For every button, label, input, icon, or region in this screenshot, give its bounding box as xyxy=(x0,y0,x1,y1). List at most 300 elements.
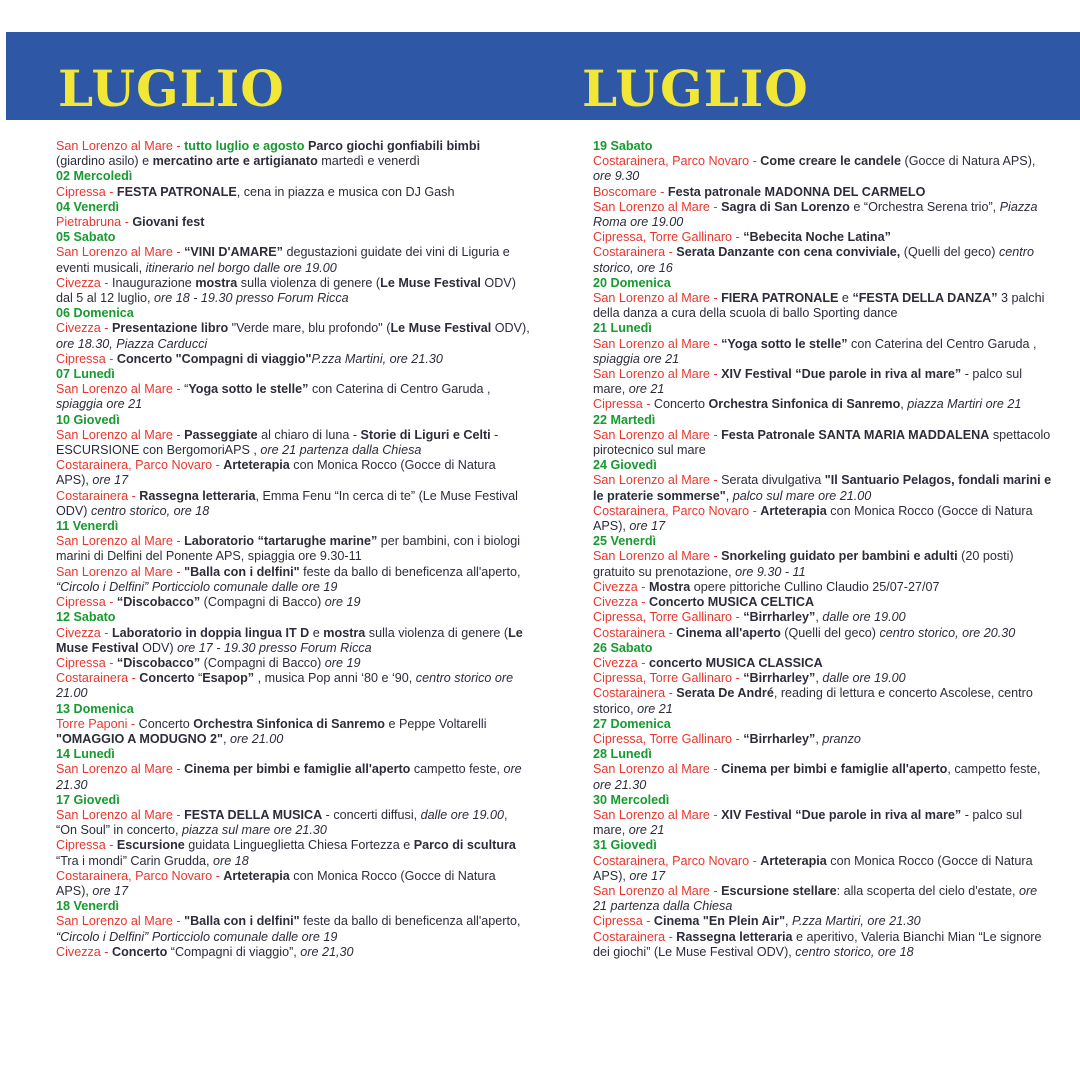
event-highlight: Arteterapia xyxy=(223,458,290,473)
event-location: San Lorenzo al Mare - xyxy=(56,534,185,549)
event-time-venue: piazza Martiri ore 21 xyxy=(907,397,1022,412)
event-text: - palco sul mare, xyxy=(593,807,1023,838)
event-location: San Lorenzo al Mare - xyxy=(593,883,722,898)
event-highlight: Escursione stellare xyxy=(721,883,837,898)
event-highlight: mostra xyxy=(195,275,238,290)
event-location: Cipressa - xyxy=(593,914,654,929)
event-entry xyxy=(56,534,531,564)
event-text: con Monica Rocco (Gocce di Natura APS), xyxy=(56,868,496,898)
event-time-venue: ore 17 xyxy=(92,883,129,898)
event-time-venue: piazza sul mare ore 21.30 xyxy=(182,823,327,838)
event-location: San Lorenzo al Mare - xyxy=(56,914,185,929)
event-highlight: “Discobacco” xyxy=(116,655,201,670)
event-date: 30 Mercoledì xyxy=(593,792,670,807)
event-location: Cipressa - xyxy=(56,351,117,366)
event-date: 26 Sabato xyxy=(593,640,653,655)
event-text: degustazioni guidate dei vini di Liguria e eventi musicali, xyxy=(56,245,510,275)
event-highlight: Concerto xyxy=(111,944,168,959)
event-location: Cipressa, Torre Gallinaro - xyxy=(593,731,744,746)
event-date: 02 Mercoledì xyxy=(56,169,133,184)
event-text: guidata Lingueglietta Chiesa Fortezza e xyxy=(184,838,414,853)
event-highlight: Rassegna letteraria xyxy=(676,929,793,944)
event-highlight: Concerto MUSICA CELTICA xyxy=(648,595,815,610)
date-heading xyxy=(56,367,531,382)
event-highlight: Cinema per bimbi e famiglie all'aperto xyxy=(184,762,411,777)
event-text: , Emma Fenu “In cerca di te” (Le Muse Festival ODV) xyxy=(56,488,518,518)
event-time-venue: ore 18.30, Piazza Carducci xyxy=(56,336,208,351)
event-time-venue: P.zza Martiri, ore 21.30 xyxy=(792,914,921,929)
event-highlight: Arteterapia xyxy=(760,503,827,518)
event-entry xyxy=(593,808,1053,838)
event-entry xyxy=(593,200,1053,230)
event-highlight: Laboratorio “tartarughe marine” xyxy=(184,534,378,549)
month-title-left: LUGLIO xyxy=(58,59,285,118)
date-heading xyxy=(56,413,531,428)
date-heading xyxy=(593,838,1053,853)
event-text: sulla violenza di genere ( xyxy=(237,275,381,290)
date-heading xyxy=(593,717,1053,732)
event-time-venue: centro storico, ore 18 xyxy=(795,944,914,959)
event-text: “ xyxy=(184,382,189,397)
event-location: Civezza - xyxy=(56,625,112,640)
event-location: Costarainera - xyxy=(56,671,140,686)
event-highlight: Le Muse Festival xyxy=(380,275,481,290)
event-entry xyxy=(56,808,531,838)
event-entry xyxy=(593,930,1053,960)
event-entry xyxy=(56,838,531,868)
event-highlight: mercatino arte e artigianato xyxy=(152,154,318,169)
event-highlight: “FESTA DELLA DANZA” xyxy=(852,291,998,306)
event-time-venue: Piazza Roma ore 19.00 xyxy=(593,199,1038,230)
event-location: San Lorenzo al Mare - xyxy=(593,807,722,822)
event-highlight: “Yoga sotto le stelle” xyxy=(721,336,848,351)
event-highlight: “Discobacco” xyxy=(116,595,201,610)
date-heading xyxy=(593,139,1053,154)
events-column-right xyxy=(593,139,1053,960)
event-text: ODV) xyxy=(138,640,178,655)
event-text: con Monica Rocco (Gocce di Natura APS), xyxy=(593,503,1033,534)
event-location: Civezza - xyxy=(56,321,112,336)
event-text: , reading di lettura e concerto Ascolese, centro storico, xyxy=(593,686,1033,716)
event-entry xyxy=(56,656,531,671)
event-location: San Lorenzo al Mare - xyxy=(593,473,722,488)
event-highlight: Arteterapia xyxy=(223,868,290,883)
event-date: 19 Sabato xyxy=(593,139,653,153)
event-text: Serata divulgativa xyxy=(721,473,825,488)
event-text: martedì e venerdì xyxy=(317,154,420,169)
event-location: San Lorenzo al Mare - xyxy=(593,367,722,382)
event-highlight: “VINI D'AMARE” xyxy=(184,245,283,260)
event-location: San Lorenzo al Mare - xyxy=(593,762,722,777)
event-highlight: Festa Patronale SANTA MARIA MADDALENA xyxy=(721,427,990,442)
event-entry xyxy=(56,626,531,656)
event-time-venue: centro storico, ore 20.30 xyxy=(879,625,1016,640)
event-entry xyxy=(56,139,531,169)
date-heading xyxy=(593,413,1053,428)
event-entry xyxy=(593,185,1053,200)
event-time-venue: dalle ore 19.00 xyxy=(822,610,906,625)
event-highlight: Presentazione libro xyxy=(111,321,229,336)
event-time-venue: ore 21 xyxy=(628,823,665,838)
event-time-venue: ore 17 xyxy=(92,473,129,488)
event-text: “Tra i mondi” Carin Grudda, xyxy=(56,853,214,868)
event-date: 27 Domenica xyxy=(593,716,671,731)
event-time-venue: ore 18 xyxy=(213,853,249,868)
date-heading xyxy=(56,306,531,321)
event-time-venue: ore 21.30 xyxy=(56,762,522,792)
event-location: San Lorenzo al Mare - xyxy=(56,762,185,777)
event-entry xyxy=(56,321,531,351)
event-time-venue: ore 21 partenza dalla Chiesa xyxy=(260,443,422,458)
event-location: Cipressa - xyxy=(56,595,117,610)
event-text: - ESCURSIONE con BergomoriAPS , xyxy=(56,427,499,458)
event-location: Costarainera, Parco Novaro - xyxy=(593,853,761,868)
event-text: al chiaro di luna - xyxy=(257,427,361,442)
event-text: sulla violenza di genere ( xyxy=(365,625,509,640)
event-highlight: Arteterapia xyxy=(760,853,827,868)
event-location: Cipressa, Torre Gallinaro - xyxy=(593,610,744,625)
event-text: con Monica Rocco (Gocce di Natura APS), xyxy=(56,458,496,488)
event-entry xyxy=(593,504,1053,534)
event-text: , xyxy=(785,914,793,929)
event-location: San Lorenzo al Mare - xyxy=(593,427,722,442)
event-date: 13 Domenica xyxy=(56,701,134,716)
event-text: , xyxy=(223,731,231,746)
event-date: 12 Sabato xyxy=(56,610,116,625)
event-text: "Verde mare, blu profondo" ( xyxy=(228,321,391,336)
event-highlight: Concerto "Compagni di viaggio" xyxy=(116,351,312,366)
event-location: Civezza - xyxy=(593,595,649,610)
event-entry xyxy=(593,337,1053,367)
event-text: 3 palchi della danza a cura della scuola di ballo Sporting dance xyxy=(593,291,1045,321)
event-highlight: Serata Danzante con cena conviviale, xyxy=(676,245,901,260)
event-highlight: FESTA DELLA MUSICA xyxy=(184,807,323,822)
event-location: Pietrabruna - xyxy=(56,215,133,230)
event-highlight: Cinema "En Plein Air" xyxy=(653,914,786,929)
event-location: Civezza - xyxy=(593,655,649,670)
event-time-venue: centro storico, ore 18 xyxy=(90,503,210,518)
event-time-venue: P.zza Martini, ore 21.30 xyxy=(311,351,443,366)
event-time-venue: palco sul mare ore 21.00 xyxy=(732,488,872,503)
event-text: Concerto xyxy=(138,716,194,731)
event-location: San Lorenzo al Mare - xyxy=(593,291,722,306)
event-text: “Compagni di viaggio”, xyxy=(167,944,301,959)
event-entry xyxy=(56,245,531,275)
event-location: Cipressa - xyxy=(56,655,117,670)
event-entry xyxy=(593,549,1053,579)
event-text: Inaugurazione xyxy=(111,275,196,290)
event-highlight: Orchestra Sinfonica di Sanremo xyxy=(193,716,385,731)
event-highlight: Snorkeling guidato per bambini e adulti xyxy=(721,549,958,564)
event-highlight: Concerto xyxy=(139,671,195,686)
event-highlight: Festa patronale MADONNA DEL CARMELO xyxy=(667,184,926,199)
event-location: San Lorenzo al Mare - xyxy=(593,549,722,564)
date-heading xyxy=(593,641,1053,656)
event-location: San Lorenzo al Mare - xyxy=(593,336,722,351)
event-highlight: Rassegna letteraria xyxy=(139,488,256,503)
event-text: feste da ballo di beneficenza all'aperto, xyxy=(299,564,521,579)
event-highlight: Passeggiate xyxy=(184,427,258,442)
event-date: 05 Sabato xyxy=(56,230,116,245)
event-time-venue: ore 17 xyxy=(629,868,666,883)
date-heading xyxy=(593,747,1053,762)
event-date: 31 Giovedì xyxy=(593,838,657,853)
event-date: 20 Domenica xyxy=(593,275,671,290)
event-time-venue: centro storico, ore 16 xyxy=(593,245,1034,275)
event-date: 06 Domenica xyxy=(56,306,134,321)
event-text: - palco sul mare, xyxy=(593,367,1023,397)
event-entry xyxy=(593,686,1053,716)
event-entry xyxy=(593,595,1053,610)
event-text: e Peppe Voltarelli xyxy=(384,716,487,731)
event-location: Cipressa - xyxy=(593,397,654,412)
event-location: San Lorenzo al Mare - xyxy=(56,245,185,260)
event-text: (Quelli del geco) xyxy=(780,625,880,640)
event-highlight: Laboratorio in doppia lingua IT D xyxy=(111,625,310,640)
date-heading xyxy=(593,276,1053,291)
event-date: 28 Lunedì xyxy=(593,747,652,762)
event-entry xyxy=(56,276,531,306)
event-location: Costarainera, Parco Novaro - xyxy=(56,458,224,473)
event-text: , musica Pop anni ‘80 e ‘90, xyxy=(254,671,416,686)
event-text: , xyxy=(725,488,733,503)
event-entry xyxy=(56,352,531,367)
event-text: per bambini, con i biologi marini di Delfini del Ponente APS, spiaggia ore 9.30-11 xyxy=(56,534,521,564)
event-text: ODV) dal 5 al 12 luglio, xyxy=(56,275,516,306)
event-location: Civezza - xyxy=(593,579,649,594)
event-entry xyxy=(593,671,1053,686)
event-location: Cipressa, Torre Gallinaro - xyxy=(593,230,744,245)
event-location: Costarainera - xyxy=(593,245,677,260)
event-entry xyxy=(593,397,1053,412)
event-date: 07 Lunedì xyxy=(56,367,115,382)
event-time-venue: dalle ore 19.00 xyxy=(420,807,504,822)
event-entry xyxy=(56,671,531,701)
event-location: San Lorenzo al Mare - xyxy=(56,807,185,822)
event-highlight: Parco giochi gonfiabili bimbi xyxy=(307,139,481,153)
event-entry xyxy=(593,291,1053,321)
event-highlight: Orchestra Sinfonica di Sanremo xyxy=(708,397,901,412)
event-text: (Gocce di Natura APS), xyxy=(901,154,1036,169)
date-heading xyxy=(56,230,531,245)
event-text: ODV), xyxy=(491,321,530,336)
event-time-venue: ore 21 partenza dalla Chiesa xyxy=(593,883,1038,914)
event-highlight: Yoga sotto le stelle” xyxy=(188,382,309,397)
event-date: 04 Venerdì xyxy=(56,199,120,214)
event-time-venue: ore 19 xyxy=(324,655,361,670)
event-highlight: XIV Festival “Due parole in riva al mare” xyxy=(721,807,962,822)
event-text: opere pittoriche Cullino Claudio 25/07-27/07 xyxy=(690,579,940,594)
event-location: Cipressa - xyxy=(56,838,117,853)
event-time-venue: ore 18 - 19.30 presso Forum Ricca xyxy=(154,291,349,306)
event-entry xyxy=(593,914,1053,929)
event-time-venue: dalle ore 19.00 xyxy=(822,671,906,686)
event-time-venue: ore 21.30 xyxy=(593,777,647,792)
event-entry xyxy=(56,565,531,595)
event-highlight: “Birrharley” xyxy=(743,731,816,746)
event-location: Boscomare - xyxy=(593,184,668,199)
event-location: Civezza - xyxy=(56,275,112,290)
event-highlight: "Balla con i delfini" xyxy=(184,564,300,579)
event-highlight: Le Muse Festival xyxy=(390,321,492,336)
event-time-venue: centro storico ore 21.00 xyxy=(56,671,514,701)
event-text: feste da ballo di beneficenza all'aperto, xyxy=(299,914,521,929)
event-time-venue: ore 19 xyxy=(324,595,361,610)
event-entry xyxy=(593,230,1053,245)
event-date: 21 Lunedì xyxy=(593,321,652,336)
event-text: (Compagni di Bacco) xyxy=(200,655,325,670)
event-text: (Compagni di Bacco) xyxy=(200,595,325,610)
event-time-venue: ore 9.30 - 11 xyxy=(735,564,806,579)
event-text: e “Orchestra Serena trio”, xyxy=(849,199,1000,214)
date-heading xyxy=(56,519,531,534)
event-entry xyxy=(593,884,1053,914)
event-text: con Caterina del Centro Garuda , xyxy=(847,336,1037,351)
event-date: 14 Lunedì xyxy=(56,747,115,762)
event-entry xyxy=(56,489,531,519)
event-location: Costarainera, Parco Novaro - xyxy=(593,503,761,518)
event-entry xyxy=(56,382,531,412)
event-location: San Lorenzo al Mare - xyxy=(56,382,185,397)
event-date: 22 Martedì xyxy=(593,412,656,427)
event-entry xyxy=(56,215,531,230)
event-text: , campetto feste, xyxy=(947,762,1041,777)
event-entry xyxy=(56,428,531,458)
event-highlight: Mostra xyxy=(648,579,691,594)
event-text: , xyxy=(815,671,823,686)
event-text: con Monica Rocco (Gocce di Natura APS), xyxy=(593,853,1033,883)
event-highlight: “Birrharley” xyxy=(743,610,816,625)
event-entry xyxy=(593,154,1053,184)
event-date: 11 Venerdì xyxy=(56,519,119,534)
event-time-venue: ore 21 xyxy=(637,701,673,716)
event-entry xyxy=(56,717,531,747)
date-heading xyxy=(56,169,531,184)
event-highlight: Cinema all'aperto xyxy=(676,625,781,640)
event-entry xyxy=(593,762,1053,792)
event-entry xyxy=(593,854,1053,884)
event-highlight: Storie di Liguri e Celti xyxy=(360,427,491,442)
event-text: , xyxy=(900,397,908,412)
event-text: “ xyxy=(194,671,203,686)
event-entry xyxy=(56,945,531,960)
event-text: , “On Soul” in concerto, xyxy=(56,807,508,838)
event-text: , cena in piazza e musica con DJ Gash xyxy=(236,184,455,199)
event-highlight: FIERA PATRONALE xyxy=(721,291,839,306)
event-highlight: Cinema per bimbi e famiglie all'aperto xyxy=(721,762,948,777)
event-time-venue: spiaggia ore 21 xyxy=(593,351,680,366)
event-text: , xyxy=(815,731,823,746)
event-entry xyxy=(593,732,1053,747)
event-text: spettacolo pirotecnico sul mare xyxy=(593,427,1051,458)
event-entry xyxy=(593,610,1053,625)
event-highlight: Esapop” xyxy=(202,671,255,686)
event-highlight: Come creare le candele xyxy=(760,154,902,169)
event-entry xyxy=(593,428,1053,458)
event-date: 17 Giovedì xyxy=(56,792,120,807)
event-location: Costarainera - xyxy=(56,488,140,503)
event-location: San Lorenzo al Mare - xyxy=(56,564,185,579)
event-entry xyxy=(593,245,1053,275)
event-highlight: "OMAGGIO A MODUGNO 2" xyxy=(56,731,224,746)
event-entry xyxy=(593,367,1053,397)
date-heading xyxy=(593,321,1053,336)
event-highlight: FESTA PATRONALE xyxy=(116,184,237,199)
event-entry xyxy=(56,595,531,610)
event-date: 10 Giovedì xyxy=(56,412,120,427)
event-highlight: tutto luglio e agosto xyxy=(184,139,308,153)
date-heading xyxy=(593,793,1053,808)
event-location: San Lorenzo al Mare - xyxy=(593,199,722,214)
date-heading xyxy=(56,793,531,808)
event-time-venue: ore 9.30 xyxy=(593,169,640,184)
event-date: 25 Venerdì xyxy=(593,534,657,549)
event-entry xyxy=(593,656,1053,671)
event-time-venue: spiaggia ore 21 xyxy=(56,397,143,412)
date-heading xyxy=(56,200,531,215)
event-location: Costarainera - xyxy=(593,625,677,640)
event-highlight: XIV Festival “Due parole in riva al mare” xyxy=(721,367,962,382)
event-location: Torre Paponi - xyxy=(56,716,139,731)
event-text: e xyxy=(838,291,853,306)
event-location: Cipressa - xyxy=(56,184,117,199)
event-highlight: concerto MUSICA CLASSICA xyxy=(648,655,823,670)
event-time-venue: ore 21.00 xyxy=(230,731,284,746)
event-time-venue: pranzo xyxy=(822,731,861,746)
date-heading xyxy=(56,702,531,717)
date-heading xyxy=(56,899,531,914)
event-entry xyxy=(56,914,531,944)
event-time-venue: itinerario nel borgo dalle ore 19.00 xyxy=(145,260,337,275)
event-time-venue: ore 17 - 19.30 presso Forum Ricca xyxy=(177,640,372,655)
date-heading xyxy=(593,458,1053,473)
event-location: Costarainera - xyxy=(593,686,677,701)
event-text: campetto feste, xyxy=(410,762,504,777)
event-entry xyxy=(56,458,531,488)
event-highlight: Giovani fest xyxy=(132,215,205,230)
event-highlight: Serata De André xyxy=(676,686,774,701)
event-date: 18 Venerdì xyxy=(56,899,120,914)
event-text: e aperitivo, Valeria Bianchi Mian “Le signore dei giochi” (Le Muse Festival ODV), xyxy=(593,929,1042,959)
event-time-venue: ore 21 xyxy=(628,382,665,397)
event-text: , xyxy=(815,610,823,625)
event-highlight: "Il Santuario Pelagos, fondali marini e le praterie sommerse" xyxy=(593,473,1052,503)
event-location: Costarainera, Parco Novaro - xyxy=(593,154,761,169)
event-text: (giardino asilo) e xyxy=(56,154,153,169)
event-entry xyxy=(593,473,1053,503)
event-text: (20 posti) gratuito su prenotazione, xyxy=(593,549,1014,579)
event-entry xyxy=(56,762,531,792)
date-heading xyxy=(593,534,1053,549)
event-text: - concerti diffusi, xyxy=(322,807,421,822)
event-highlight: mostra xyxy=(323,625,366,640)
event-time-venue: “Circolo i Delfini” Porticciolo comunale dalle ore 19 xyxy=(56,929,338,944)
event-location: Cipressa, Torre Gallinaro - xyxy=(593,671,744,686)
event-entry xyxy=(56,869,531,899)
date-heading xyxy=(56,610,531,625)
event-text: e xyxy=(309,625,324,640)
event-highlight: “Birrharley” xyxy=(743,671,816,686)
event-time-venue: ore 21,30 xyxy=(300,944,354,959)
event-location: San Lorenzo al Mare - xyxy=(56,139,185,153)
event-entry xyxy=(593,626,1053,641)
event-text: (Quelli del geco) xyxy=(900,245,999,260)
event-highlight: Parco di scultura xyxy=(413,838,516,853)
month-title-right: LUGLIO xyxy=(582,59,809,118)
event-text: : alla scoperta del cielo d'estate, xyxy=(836,883,1019,898)
event-highlight: "Balla con i delfini" xyxy=(184,914,300,929)
event-entry xyxy=(593,580,1053,595)
